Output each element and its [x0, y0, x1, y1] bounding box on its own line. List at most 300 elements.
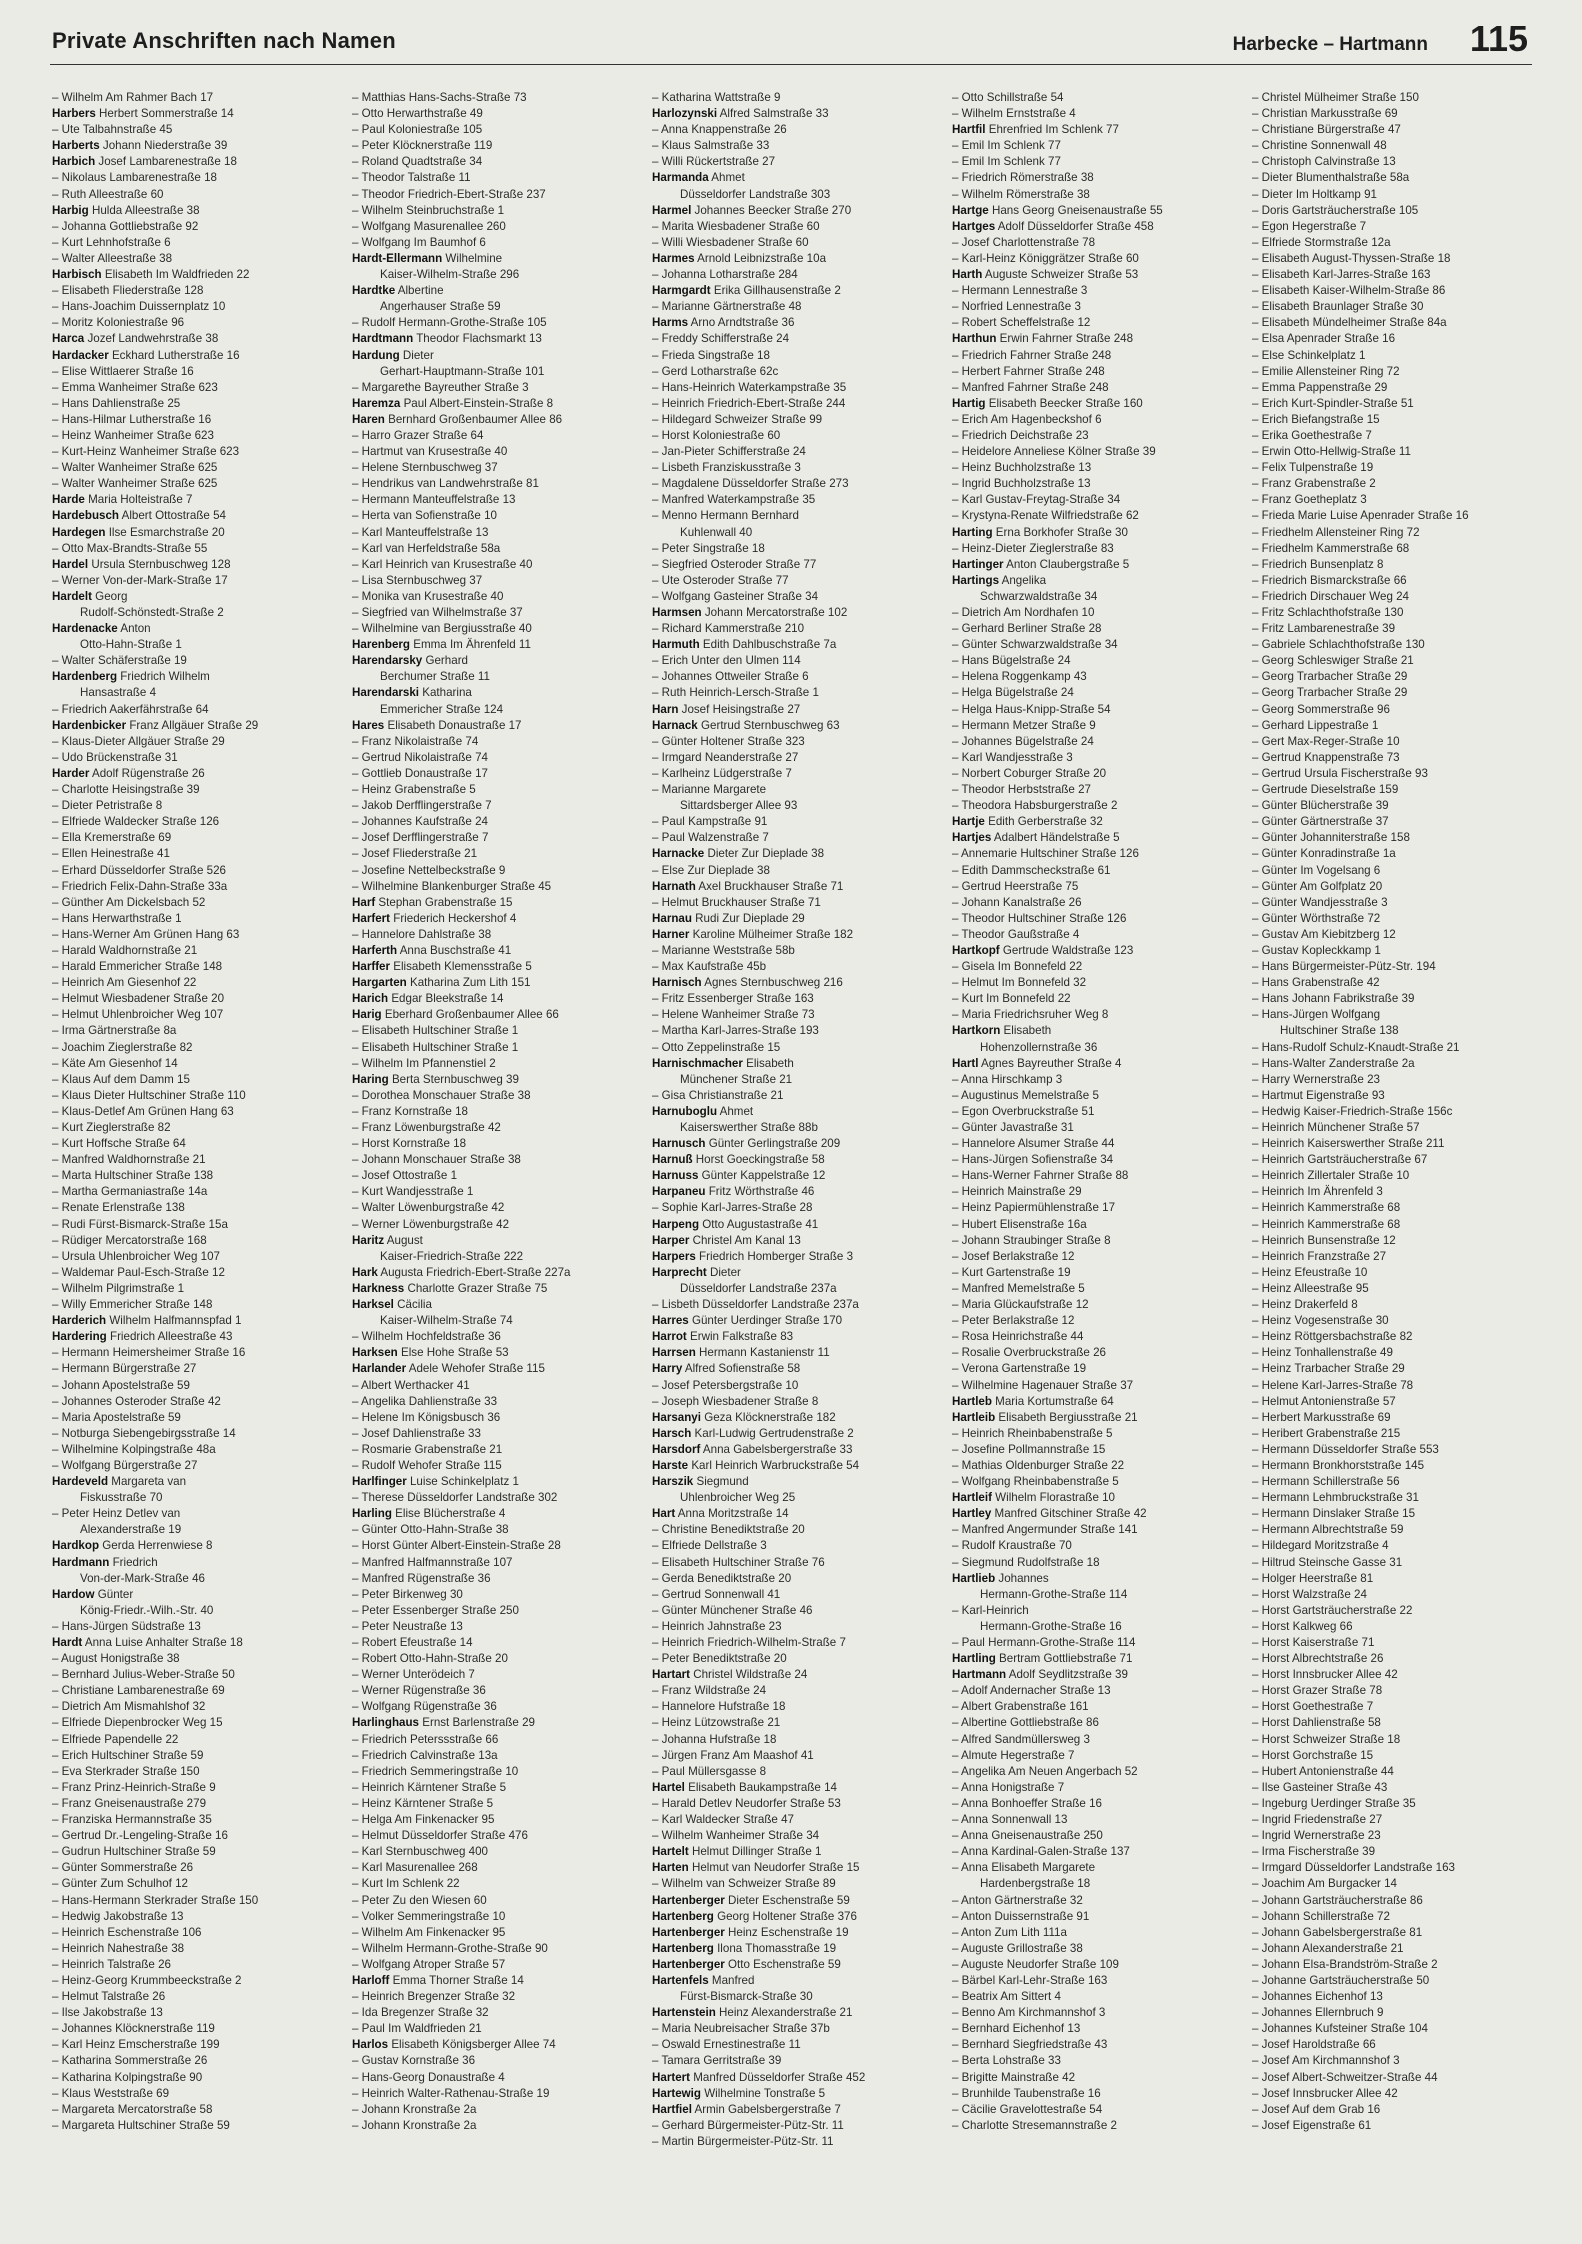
surname: Harbers: [52, 107, 96, 121]
entry-line: – Hannelore Alsumer Straße 44: [952, 1137, 1115, 1151]
entry-line: – Heinz-Georg Krummbeeckstraße 2: [52, 1973, 242, 1987]
entry-detail: Helmut van Neudorfer Straße 15: [688, 1861, 860, 1875]
entry-surname-line: [652, 927, 952, 943]
entry-surname-line: [52, 1329, 352, 1345]
entry-surname-line: [952, 1490, 1252, 1506]
entry-surname-line: [352, 1361, 652, 1377]
entry-line: – Robert Otto-Hahn-Straße 20: [352, 1652, 508, 1666]
entry-line: – Johannes Ottweiler Straße 6: [652, 670, 809, 684]
entry-line: – Otto Max-Brandts-Straße 55: [52, 541, 208, 555]
entry-line: – Heinrich Walter-Rathenau-Straße 19: [352, 2086, 550, 2100]
entry-line: – Franz Löwenburgstraße 42: [352, 1121, 501, 1134]
entry-line: – Hermann Albrechtstraße 59: [1252, 1523, 1404, 1537]
entry-detail: Arnold Leibnizstraße 10a: [694, 251, 827, 265]
entry-surname-line: [652, 718, 952, 734]
entry-line: – Dieter Petristraße 8: [52, 799, 163, 813]
entry-surname-line: [652, 203, 952, 219]
entry-line: – Robert Scheffelstraße 12: [952, 316, 1091, 330]
entry-surname-line: [652, 846, 952, 862]
entry-detail: Christel Wildstraße 24: [690, 1668, 808, 1682]
entry-line: – Gustav Kopleckkamp 1: [1252, 943, 1381, 957]
entry-detail: Paul Albert-Einstein-Straße 8: [400, 396, 554, 410]
entry-line: – Rosa Heinrichstraße 44: [952, 1330, 1084, 1344]
entry-detail: Karl Heinrich Warbruckstraße 54: [688, 1458, 860, 1472]
entry-line: – Wilhelm Steinbruchstraße 1: [352, 203, 505, 217]
entry-detail: Georg: [91, 589, 128, 603]
entry-detail: Gertrud Sternbuschweg 63: [697, 718, 840, 732]
entry-line: – Norbert Coburger Straße 20: [952, 766, 1107, 780]
entry-line: – Horst Kornstraße 18: [352, 1137, 467, 1151]
surname: Hardung: [352, 348, 400, 362]
entry-detail: Ernst Barlenstraße 29: [419, 1716, 535, 1730]
entry-line: – Helmut Talstraße 26: [52, 1990, 166, 2004]
directory-column-2: [352, 90, 652, 2220]
entry-surname-line: [952, 814, 1252, 830]
entry-line: – Harald Waldhornstraße 21: [52, 943, 198, 957]
entry-detail: Gerhard: [422, 654, 469, 668]
surname: Hartenberg: [652, 1909, 714, 1923]
entry-surname-line: [52, 589, 352, 605]
entry-surname-line: [652, 1056, 952, 1072]
entry-continuation: Hohenzollernstraße 36: [980, 1040, 1098, 1054]
entry-line: – Hans-Hilmar Lutherstraße 16: [52, 412, 212, 426]
entry-surname-line: [652, 637, 952, 653]
entry-line: – Josef Am Kirchmannshof 3: [1252, 2054, 1400, 2068]
entry-line: – Wilhelmine Blankenburger Straße 45: [352, 879, 552, 893]
surname: Hartenstein: [652, 2006, 716, 2020]
entry-line: – Wilhelm Am Finkenacker 95: [352, 1925, 506, 1939]
surname: Hardebusch: [52, 509, 120, 523]
entry-surname-line: [652, 605, 952, 621]
entry-surname-line: [352, 1281, 652, 1297]
entry-surname-line: [652, 1474, 952, 1490]
entry-surname-line: [652, 2102, 952, 2118]
entry-surname-line: [52, 718, 352, 734]
entry-line: – Theodor Herbststraße 27: [952, 783, 1091, 797]
entry-detail: Otto Eschenstraße 59: [724, 1957, 841, 1971]
entry-line: – Gabriele Schlachthofstraße 130: [1252, 638, 1425, 652]
entry-line: – Manfred Fahrner Straße 248: [952, 380, 1109, 394]
surname: Hardow: [52, 1587, 95, 1601]
entry-line: – Wilhelm Im Pfannenstiel 2: [352, 1056, 496, 1070]
entry-line: – Hans Bürgermeister-Pütz-Str. 194: [1252, 960, 1436, 974]
entry-continuation: Emmericher Straße 124: [380, 702, 504, 716]
surname: Harca: [52, 332, 85, 346]
entry-line: – Ute Talbahnstraße 45: [52, 123, 173, 137]
entry-line: – Sophie Karl-Jarres-Straße 28: [652, 1201, 813, 1215]
surname: Haremza: [352, 396, 401, 410]
entry-line: – Helga Haus-Knipp-Straße 54: [952, 702, 1111, 716]
entry-line: – Benno Am Kirchmannshof 3: [952, 2006, 1106, 2020]
entry-surname-line: [352, 396, 652, 412]
entry-line: – Anna Sonnenwall 13: [952, 1813, 1068, 1827]
entry-line: – Annemarie Hultschiner Straße 126: [952, 847, 1139, 861]
entry-line: – Johann Apostelstraße 59: [52, 1378, 190, 1392]
entry-line: – Friedrich Bunsenplatz 8: [1252, 557, 1384, 571]
entry-line: – Johanne Gartsträucherstraße 50: [1252, 1973, 1430, 1987]
entry-line: – Ursula Uhlenbroicher Weg 107: [52, 1249, 220, 1263]
page-number: 115: [1469, 18, 1528, 59]
entry-surname-line: [52, 1635, 352, 1651]
entry-line: – Charlotte Heisingstraße 39: [52, 783, 200, 797]
entry-line: – Hans-Joachim Duissernplatz 10: [52, 300, 226, 314]
entry-continuation: Berchumer Straße 11: [380, 670, 490, 684]
entry-line: – Helmut Düsseldorfer Straße 476: [352, 1829, 528, 1843]
entry-line: – Hubert Antonienstraße 44: [1252, 1764, 1394, 1778]
surname: Harlfinger: [352, 1475, 407, 1489]
entry-line: – Ruth Alleestraße 60: [52, 187, 164, 201]
entry-line: – Ida Bregenzer Straße 32: [352, 2006, 489, 2020]
entry-detail: Axel Bruckhauser Straße 71: [695, 879, 844, 893]
entry-detail: Otto Augustastraße 41: [699, 1217, 819, 1231]
entry-line: – Johann Alexanderstraße 21: [1252, 1941, 1404, 1955]
entry-surname-line: [52, 154, 352, 170]
entry-line: – Kurt Zieglerstraße 82: [52, 1121, 171, 1134]
entry-line: – Jakob Derfflingerstraße 7: [352, 799, 492, 813]
entry-line: – Wolfgang Masurenallee 260: [352, 219, 506, 233]
surname: Hardelt: [52, 589, 92, 603]
entry-line: – Kurt Gartenstraße 19: [952, 1265, 1071, 1279]
entry-detail: Adele Wehofer Straße 115: [406, 1362, 545, 1376]
entry-line: – Johann Straubinger Straße 8: [952, 1233, 1111, 1247]
surname: Harmanda: [652, 171, 709, 185]
entry-line: – Heinz Trarbacher Straße 29: [1252, 1362, 1405, 1376]
entry-line: – Katharina Wattstraße 9: [652, 91, 781, 104]
entry-surname-line: [352, 1007, 652, 1023]
entry-line: – Gertrud Nikolaistraße 74: [352, 750, 488, 764]
entry-surname-line: [652, 315, 952, 331]
entry-surname-line: [52, 1555, 352, 1571]
entry-line: – Paul Walzenstraße 7: [652, 831, 769, 845]
section-title: Private Anschriften nach Namen: [52, 28, 396, 53]
entry-line: – Maria Friedrichsruher Weg 8: [952, 1008, 1109, 1022]
entry-line: – Christian Markusstraße 69: [1252, 107, 1398, 121]
surname: Hardegen: [52, 525, 106, 539]
entry-surname-line: [652, 1104, 952, 1120]
entry-detail: Georg Holtener Straße 376: [713, 1909, 857, 1923]
entry-line: – Günter Holtener Straße 323: [652, 734, 805, 748]
surname: Harnath: [652, 879, 696, 893]
surname: Harrot: [652, 1330, 687, 1344]
surname: Harferth: [352, 943, 398, 957]
entry-detail: Johann Niederstraße 39: [99, 139, 228, 153]
entry-surname-line: [652, 1458, 952, 1474]
entry-line: – Willi Rückertstraße 27: [652, 155, 776, 169]
entry-line: – Friedrich Deichstraße 23: [952, 428, 1089, 442]
entry-line: – Karl-Heinrich: [952, 1603, 1029, 1617]
entry-line: – Josef Innsbrucker Allee 42: [1252, 2086, 1398, 2100]
entry-line: – Christine Benediktstraße 20: [652, 1523, 805, 1537]
entry-line: – Klaus Salmstraße 33: [652, 139, 770, 153]
entry-detail: Edgar Bleekstraße 14: [388, 992, 504, 1006]
entry-line: – Heinrich Friedrich-Ebert-Straße 244: [652, 396, 846, 410]
entry-line: – Rudolf Hermann-Grothe-Straße 105: [352, 316, 547, 330]
entry-line: – Edith Dammscheckstraße 61: [952, 863, 1111, 877]
entry-detail: Agnes Bayreuther Straße 4: [978, 1056, 1122, 1070]
entry-line: – Gertrud Knappenstraße 73: [1252, 750, 1400, 764]
entry-detail: Maria Kortumstraße 64: [991, 1394, 1114, 1408]
entry-surname-line: [352, 653, 652, 669]
entry-line: – Gerhard Berliner Straße 28: [952, 622, 1102, 636]
entry-surname-line: [352, 911, 652, 927]
entry-line: – Hans-Werner Am Grünen Hang 63: [52, 927, 240, 941]
surname: Hartfiel: [652, 2102, 692, 2116]
entry-surname-line: [952, 557, 1252, 573]
entry-continuation: Angerhauser Straße 59: [380, 300, 501, 314]
entry-line: – Rudolf Wehofer Straße 115: [352, 1458, 502, 1472]
entry-line: – Christoph Calvinstraße 13: [1252, 155, 1396, 169]
entry-continuation: Gerhart-Hauptmann-Straße 101: [380, 364, 545, 378]
entry-line: – Cäcilie Gravelottestraße 54: [952, 2102, 1103, 2116]
surname: Harich: [352, 992, 389, 1006]
surname: Harting: [952, 525, 993, 539]
entry-line: – Frieda Marie Luise Apenrader Straße 16: [1252, 509, 1469, 523]
entry-detail: Dieter: [399, 348, 434, 362]
entry-line: – Fritz Essenberger Straße 163: [652, 992, 814, 1006]
entry-continuation: König-Friedr.-Wilh.-Str. 40: [80, 1603, 214, 1617]
entry-line: – Theodora Habsburgerstraße 2: [952, 799, 1118, 813]
entry-line: – Josef Derfflingerstraße 7: [352, 831, 489, 845]
entry-surname-line: [652, 1152, 952, 1168]
entry-line: – Helmut Wiesbadener Straße 20: [52, 992, 225, 1006]
entry-line: – Helmut Bruckhauser Straße 71: [652, 895, 821, 909]
entry-line: – Georg Schleswiger Straße 21: [1252, 654, 1414, 668]
entry-surname-line: [952, 1410, 1252, 1426]
entry-line: – Hermann Bürgerstraße 27: [52, 1362, 197, 1376]
entry-line: – Christel Mülheimer Straße 150: [1252, 91, 1419, 104]
entry-detail: Eckhard Lutherstraße 16: [108, 348, 240, 362]
entry-line: – Horst Schweizer Straße 18: [1252, 1732, 1401, 1746]
entry-line: – Friedrich Felix-Dahn-Straße 33a: [52, 879, 228, 893]
entry-line: – Hannelore Hufstraße 18: [652, 1700, 786, 1714]
entry-detail: Katharina Zum Lith 151: [406, 976, 531, 990]
entry-line: – Angelika Am Neuen Angerbach 52: [952, 1764, 1138, 1778]
entry-line: – Karl Wandjesstraße 3: [952, 750, 1073, 764]
entry-surname-line: [352, 1506, 652, 1522]
entry-line: – Harald Detlev Neudorfer Straße 53: [652, 1796, 841, 1810]
surname: Harksen: [352, 1346, 398, 1360]
entry-line: – Bärbel Karl-Lehr-Straße 163: [952, 1973, 1108, 1987]
entry-surname-line: [952, 1667, 1252, 1683]
entry-continuation: Schwarzwaldstraße 34: [980, 589, 1098, 603]
entry-line: – Udo Brückenstraße 31: [52, 750, 178, 764]
entry-line: – Heinz Lützowstraße 21: [652, 1716, 781, 1730]
entry-line: – Theodor Hultschiner Straße 126: [952, 911, 1127, 925]
entry-line: – Wilhelm Hermann-Grothe-Straße 90: [352, 1941, 548, 1955]
entry-line: – Johannes Bügelstraße 24: [952, 734, 1094, 748]
entry-line: – Gertrude Dieselstraße 159: [1252, 783, 1399, 797]
entry-line: – Günter Schwarzwaldstraße 34: [952, 638, 1118, 652]
entry-line: – Erika Goethestraße 7: [1252, 428, 1372, 442]
surname: Harf: [352, 895, 376, 909]
entry-line: – Volker Semmeringstraße 10: [352, 1909, 506, 1923]
surname: Harry: [652, 1362, 683, 1376]
entry-surname-line: [52, 621, 352, 637]
entry-line: – Horst Günter Albert-Einstein-Straße 28: [352, 1539, 561, 1553]
surname: Hargarten: [352, 976, 407, 990]
entry-line: – Friedrich Peterssstraße 66: [352, 1732, 499, 1746]
entry-detail: Elisabeth Baukampstraße 14: [684, 1780, 837, 1794]
entry-line: – Elfriede Diepenbrocker Weg 15: [52, 1716, 223, 1730]
entry-line: – Johann Kronstraße 2a: [352, 2118, 477, 2132]
entry-line: – Margareta Hultschiner Straße 59: [52, 2118, 230, 2132]
directory-column-1: [52, 90, 352, 2220]
surname: Harenberg: [352, 638, 410, 652]
entry-line: – Waldemar Paul-Esch-Straße 12: [52, 1265, 225, 1279]
entry-line: – Hans-Rudolf Schulz-Knaudt-Straße 21: [1252, 1040, 1460, 1054]
entry-line: – Werner Rügenstraße 36: [352, 1684, 486, 1698]
entry-line: – Irmgard Neanderstraße 27: [652, 750, 799, 764]
entry-line: – Werner Unterödeich 7: [352, 1668, 475, 1682]
entry-line: – Heinrich Am Giesenhof 22: [52, 976, 197, 990]
entry-line: – Rudi Fürst-Bismarck-Straße 15a: [52, 1217, 228, 1231]
entry-line: – Hans Grabenstraße 42: [1252, 976, 1380, 990]
entry-surname-line: [352, 348, 652, 364]
surname: Hartjes: [952, 831, 992, 845]
surname: Harnischmacher: [652, 1056, 743, 1070]
entry-line: – Irmgard Düsseldorfer Landstraße 163: [1252, 1861, 1455, 1875]
surname: Hartleb: [952, 1394, 992, 1408]
entry-surname-line: [652, 1909, 952, 1925]
entry-line: – Freddy Schifferstraße 24: [652, 332, 790, 346]
entry-detail: Manfred Gitschiner Straße 42: [991, 1507, 1147, 1521]
entry-surname-line: [352, 895, 652, 911]
entry-line: – Erich Unter den Ulmen 114: [652, 654, 801, 668]
entry-line: – Margareta Mercatorstraße 58: [52, 2102, 213, 2116]
entry-line: – Wilhelmine Kolpingstraße 48a: [52, 1442, 216, 1456]
entry-line: – Helga Am Finkenacker 95: [352, 1813, 495, 1827]
entry-line: – Marianne Margarete: [652, 783, 767, 797]
entry-line: – Josef Charlottenstraße 78: [952, 235, 1096, 249]
entry-surname-line: [352, 2037, 652, 2053]
entry-surname-line: [352, 1973, 652, 1989]
entry-line: – Dieter Im Holtkamp 91: [1252, 187, 1378, 201]
entry-detail: Ehrenfried Im Schlenk 77: [985, 123, 1119, 137]
entry-continuation: Hultschiner Straße 138: [1280, 1024, 1399, 1038]
entry-line: – Willi Wiesbadener Straße 60: [652, 235, 809, 249]
entry-line: – Wolfgang Atroper Straße 57: [352, 1957, 506, 1971]
entry-surname-line: [952, 1394, 1252, 1410]
entry-detail: Jozef Landwehrstraße 38: [84, 332, 219, 346]
entry-line: – Heinrich Im Ährenfeld 3: [1252, 1185, 1383, 1199]
entry-surname-line: [352, 1265, 652, 1281]
entry-line: – Egon Hegerstraße 7: [1252, 219, 1367, 233]
entry-surname-line: [952, 1506, 1252, 1522]
entry-line: – Frieda Singstraße 18: [652, 348, 770, 362]
surname: Hartges: [952, 219, 996, 233]
directory-column-3: [652, 90, 952, 2220]
entry-line: – Bernhard Eichenhof 13: [952, 2022, 1081, 2036]
entry-line: – Josef Albert-Schweitzer-Straße 44: [1252, 2070, 1438, 2084]
entry-line: – Günter Gärtnerstraße 37: [1252, 815, 1389, 829]
entry-line: – Günter Münchener Straße 46: [652, 1603, 813, 1617]
entry-line: – Manfred Waldhornstraße 21: [52, 1153, 206, 1167]
entry-line: – Hans-Jürgen Südstraße 13: [52, 1619, 201, 1633]
entry-detail: Elisabeth Im Waldfrieden 22: [101, 268, 250, 282]
entry-line: – Hiltrud Steinsche Gasse 31: [1252, 1555, 1403, 1569]
surname: Haren: [352, 412, 385, 426]
entry-surname-line: [652, 170, 952, 186]
entry-detail: Armin Gabelsbergerstraße 7: [691, 2102, 841, 2116]
entry-line: – Paul Kampstraße 91: [652, 815, 768, 829]
entry-line: – Heinrich Gartsträucherstraße 67: [1252, 1153, 1428, 1167]
entry-surname-line: [952, 830, 1252, 846]
entry-detail: Elisabeth: [1000, 1024, 1052, 1038]
entry-line: – Elisabeth Hultschiner Straße 76: [652, 1555, 825, 1569]
surname: Hartley: [952, 1507, 992, 1521]
entry-line: – Heinz Wanheimer Straße 623: [52, 428, 214, 442]
entry-detail: Heinz Alexanderstraße 21: [715, 2006, 853, 2020]
entry-surname-line: [652, 283, 952, 299]
surname: Harres: [652, 1314, 689, 1328]
entry-line: – Siegfried Osteroder Straße 77: [652, 557, 817, 571]
entry-line: – Heinrich Talstraße 26: [52, 1957, 171, 1971]
entry-line: – Elisabeth Hultschiner Straße 1: [352, 1024, 519, 1038]
entry-line: – Franz Nikolaistraße 74: [352, 734, 479, 748]
entry-surname-line: [352, 718, 652, 734]
entry-line: – Siegfried van Wilhelmstraße 37: [352, 606, 523, 619]
entry-line: – Maria Apostelstraße 59: [52, 1410, 181, 1424]
entry-surname-line: [352, 251, 652, 267]
entry-line: – Wilhelmine van Bergiusstraße 40: [352, 622, 532, 636]
entry-line: – Klaus Auf dem Damm 15: [52, 1072, 190, 1086]
entry-line: – Fritz Schlachthofstraße 130: [1252, 606, 1404, 619]
entry-line: – Horst Albrechtstraße 26: [1252, 1652, 1384, 1666]
entry-line: – Elisabeth Kaiser-Wilhelm-Straße 86: [1252, 284, 1446, 298]
entry-line: – Elisabeth August-Thyssen-Straße 18: [1252, 251, 1451, 265]
entry-line: – Felix Tulpenstraße 19: [1252, 461, 1374, 475]
entry-surname-line: [652, 1973, 952, 1989]
entry-line: – Rosalie Overbruckstraße 26: [952, 1346, 1107, 1360]
entry-line: – Horst Gartsträucherstraße 22: [1252, 1603, 1413, 1617]
entry-line: – Horst Goethestraße 7: [1252, 1700, 1374, 1714]
entry-line: – Paul Koloniestraße 105: [352, 123, 483, 137]
entry-detail: Angelika: [999, 573, 1047, 587]
entry-detail: Bertram Gottliebstraße 71: [995, 1652, 1133, 1666]
entry-line: – Doris Gartsträucherstraße 105: [1252, 203, 1419, 217]
entry-surname-line: [652, 1313, 952, 1329]
entry-line: – Theodor Friedrich-Ebert-Straße 237: [352, 187, 546, 201]
entry-line: – Rudolf Kraustraße 70: [952, 1539, 1072, 1553]
entry-line: – Dieter Blumenthalstraße 58a: [1252, 171, 1410, 185]
entry-line: – Irma Fischerstraße 39: [1252, 1845, 1376, 1859]
entry-line: – Walter Wanheimer Straße 625: [52, 461, 218, 475]
entry-line: – Horst Innsbrucker Allee 42: [1252, 1668, 1398, 1682]
entry-surname-line: [52, 331, 352, 347]
entry-line: – Heinz Drakerfeld 8: [1252, 1298, 1358, 1312]
entry-detail: Ilse Esmarchstraße 20: [105, 525, 225, 539]
entry-line: – Menno Hermann Bernhard: [652, 509, 799, 523]
entry-surname-line: [952, 122, 1252, 138]
entry-line: – Augustinus Memelstraße 5: [952, 1088, 1099, 1102]
entry-line: – Friedrich Dirschauer Weg 24: [1252, 589, 1410, 603]
entry-detail: Erwin Falkstraße 83: [686, 1330, 794, 1344]
surname: Haritz: [352, 1233, 385, 1247]
entry-line: – Erich Hultschiner Straße 59: [52, 1748, 204, 1762]
entry-line: – Albert Werthacker 41: [352, 1378, 470, 1392]
entry-surname-line: [352, 637, 652, 653]
name-range: Harbecke – Hartmann: [1232, 34, 1428, 55]
entry-detail: Anton Claubergstraße 5: [1003, 557, 1130, 571]
entry-line: – Käte Am Giesenhof 14: [52, 1056, 178, 1070]
entry-detail: Anna Moritzstraße 14: [675, 1507, 789, 1521]
entry-line: – Lisa Sternbuschweg 37: [352, 573, 483, 587]
surname: Hartart: [652, 1668, 691, 1682]
entry-surname-line: [952, 396, 1252, 412]
entry-line: – Johann Kanalstraße 26: [952, 895, 1082, 909]
entry-line: – Otto Herwarthstraße 49: [352, 107, 483, 121]
entry-continuation: Kaiser-Wilhelm-Straße 296: [380, 268, 520, 282]
